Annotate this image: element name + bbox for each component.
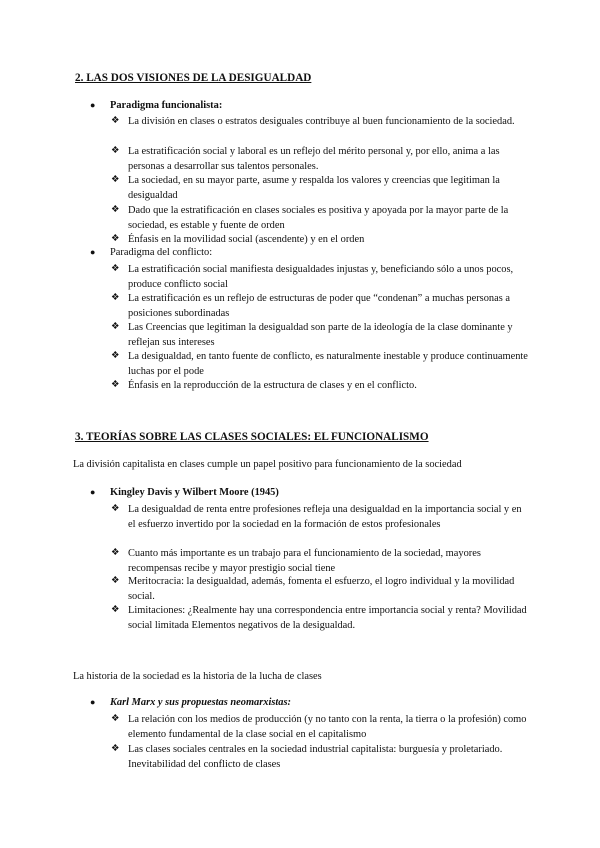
diamond-bullet-icon: ❖ — [111, 548, 120, 558]
list-item: ❖ Limitaciones: ¿Realmente hay una correspondencia entre importancia social y renta? Movilidad social limitada Elementos negativos de la desigualdad. — [111, 605, 527, 631]
list-item: ❖ La estratificación social manifiesta desigualdades injustas y, beneficiando sólo a unos pocos, produce conflicto social — [111, 264, 514, 290]
list-item: ❖ La desigualdad, en tanto fuente de conflicto, es naturalmente inestable y produce continuamente luchas por el pode — [111, 351, 528, 377]
diamond-bullet-icon: ❖ — [111, 576, 120, 586]
group-title: Paradigma funcionalista: — [110, 100, 223, 111]
group-title: Karl Marx y sus propuestas neomarxistas: — [110, 697, 292, 708]
bullet-icon: ● — [90, 697, 96, 707]
group-title: Paradigma del conflicto: — [110, 247, 213, 258]
list-item: ❖ Las clases sociales centrales en la sociedad industrial capitalista: burguesía y proletariado. Inevitabilidad del conflicto de clases — [111, 744, 503, 770]
diamond-bullet-icon: ❖ — [111, 380, 120, 390]
diamond-bullet-icon: ❖ — [111, 504, 120, 514]
list-item: ❖ La sociedad, en su mayor parte, asume y respalda los valores y creencias que legitiman la desigualdad — [111, 175, 500, 201]
diamond-bullet-icon: ❖ — [111, 605, 120, 615]
diamond-bullet-icon: ❖ — [111, 234, 120, 244]
group-title: Kingley Davis y Wilbert Moore (1945) — [110, 487, 279, 498]
list-item: ❖ Las Creencias que legitiman la desigualdad son parte de la ideología de la clase dominante y reflejan sus intereses — [111, 322, 513, 348]
list-item: ❖ Énfasis en la reproducción de la estructura de clases y en el conflicto. — [111, 380, 417, 391]
section-2-heading: 2. LAS DOS VISIONES DE LA DESIGUALDAD — [75, 72, 312, 84]
list-item: ❖ Énfasis en la movilidad social (ascendente) y en el orden — [111, 234, 365, 245]
list-item: ❖ La estratificación social y laboral es un reflejo del mérito personal y, por ello, anima a las personas a desarrollar sus talentos personales. — [111, 146, 500, 172]
list-item: ❖ Cuanto más importante es un trabajo para el funcionamiento de la sociedad, mayores recompensas recibe y mayor prestigio social tiene — [111, 548, 481, 574]
diamond-bullet-icon: ❖ — [111, 322, 120, 332]
list-item: ❖ Meritocracia: la desigualdad, además, fomenta el esfuerzo, el logro individual y la movilidad social. — [111, 576, 515, 602]
diamond-bullet-icon: ❖ — [111, 175, 120, 185]
list-item: ❖ La desigualdad de renta entre profesiones refleja una desigualdad en la importancia social y en el esfuerzo invertido por la sociedad en la formación de estos profesionales — [111, 504, 522, 530]
diamond-bullet-icon: ❖ — [111, 351, 120, 361]
diamond-bullet-icon: ❖ — [111, 116, 120, 126]
diamond-bullet-icon: ❖ — [111, 146, 120, 156]
section-3-intro: La división capitalista en clases cumple un papel positivo para funcionamiento de la sociedad — [73, 459, 462, 470]
section-3-heading: 3. TEORÍAS SOBRE LAS CLASES SOCIALES: EL FUNCIONALISMO — [75, 431, 429, 443]
list-item: ❖ Dado que la estratificación en clases sociales es positiva y apoyada por la mayor parte de la sociedad, es estable y fuente de orden — [111, 205, 509, 231]
diamond-bullet-icon: ❖ — [111, 744, 120, 754]
bullet-icon: ● — [90, 247, 96, 257]
list-item: ❖ La estratificación es un reflejo de estructuras de poder que “condenan” a muchas personas a posiciones subordinadas — [111, 293, 510, 319]
list-item: ❖ La división en clases o estratos desiguales contribuye al buen funcionamiento de la sociedad. — [111, 116, 515, 127]
bullet-icon: ● — [90, 487, 96, 497]
diamond-bullet-icon: ❖ — [111, 293, 120, 303]
diamond-bullet-icon: ❖ — [111, 714, 120, 724]
list-item: ❖ La relación con los medios de producción (y no tanto con la renta, la tierra o la profesión) como elemento fundamental de la clase social en el capitalismo — [111, 714, 527, 740]
diamond-bullet-icon: ❖ — [111, 205, 120, 215]
diamond-bullet-icon: ❖ — [111, 264, 120, 274]
bullet-icon: ● — [90, 100, 96, 110]
section-4-intro: La historia de la sociedad es la historia de la lucha de clases — [73, 671, 322, 682]
